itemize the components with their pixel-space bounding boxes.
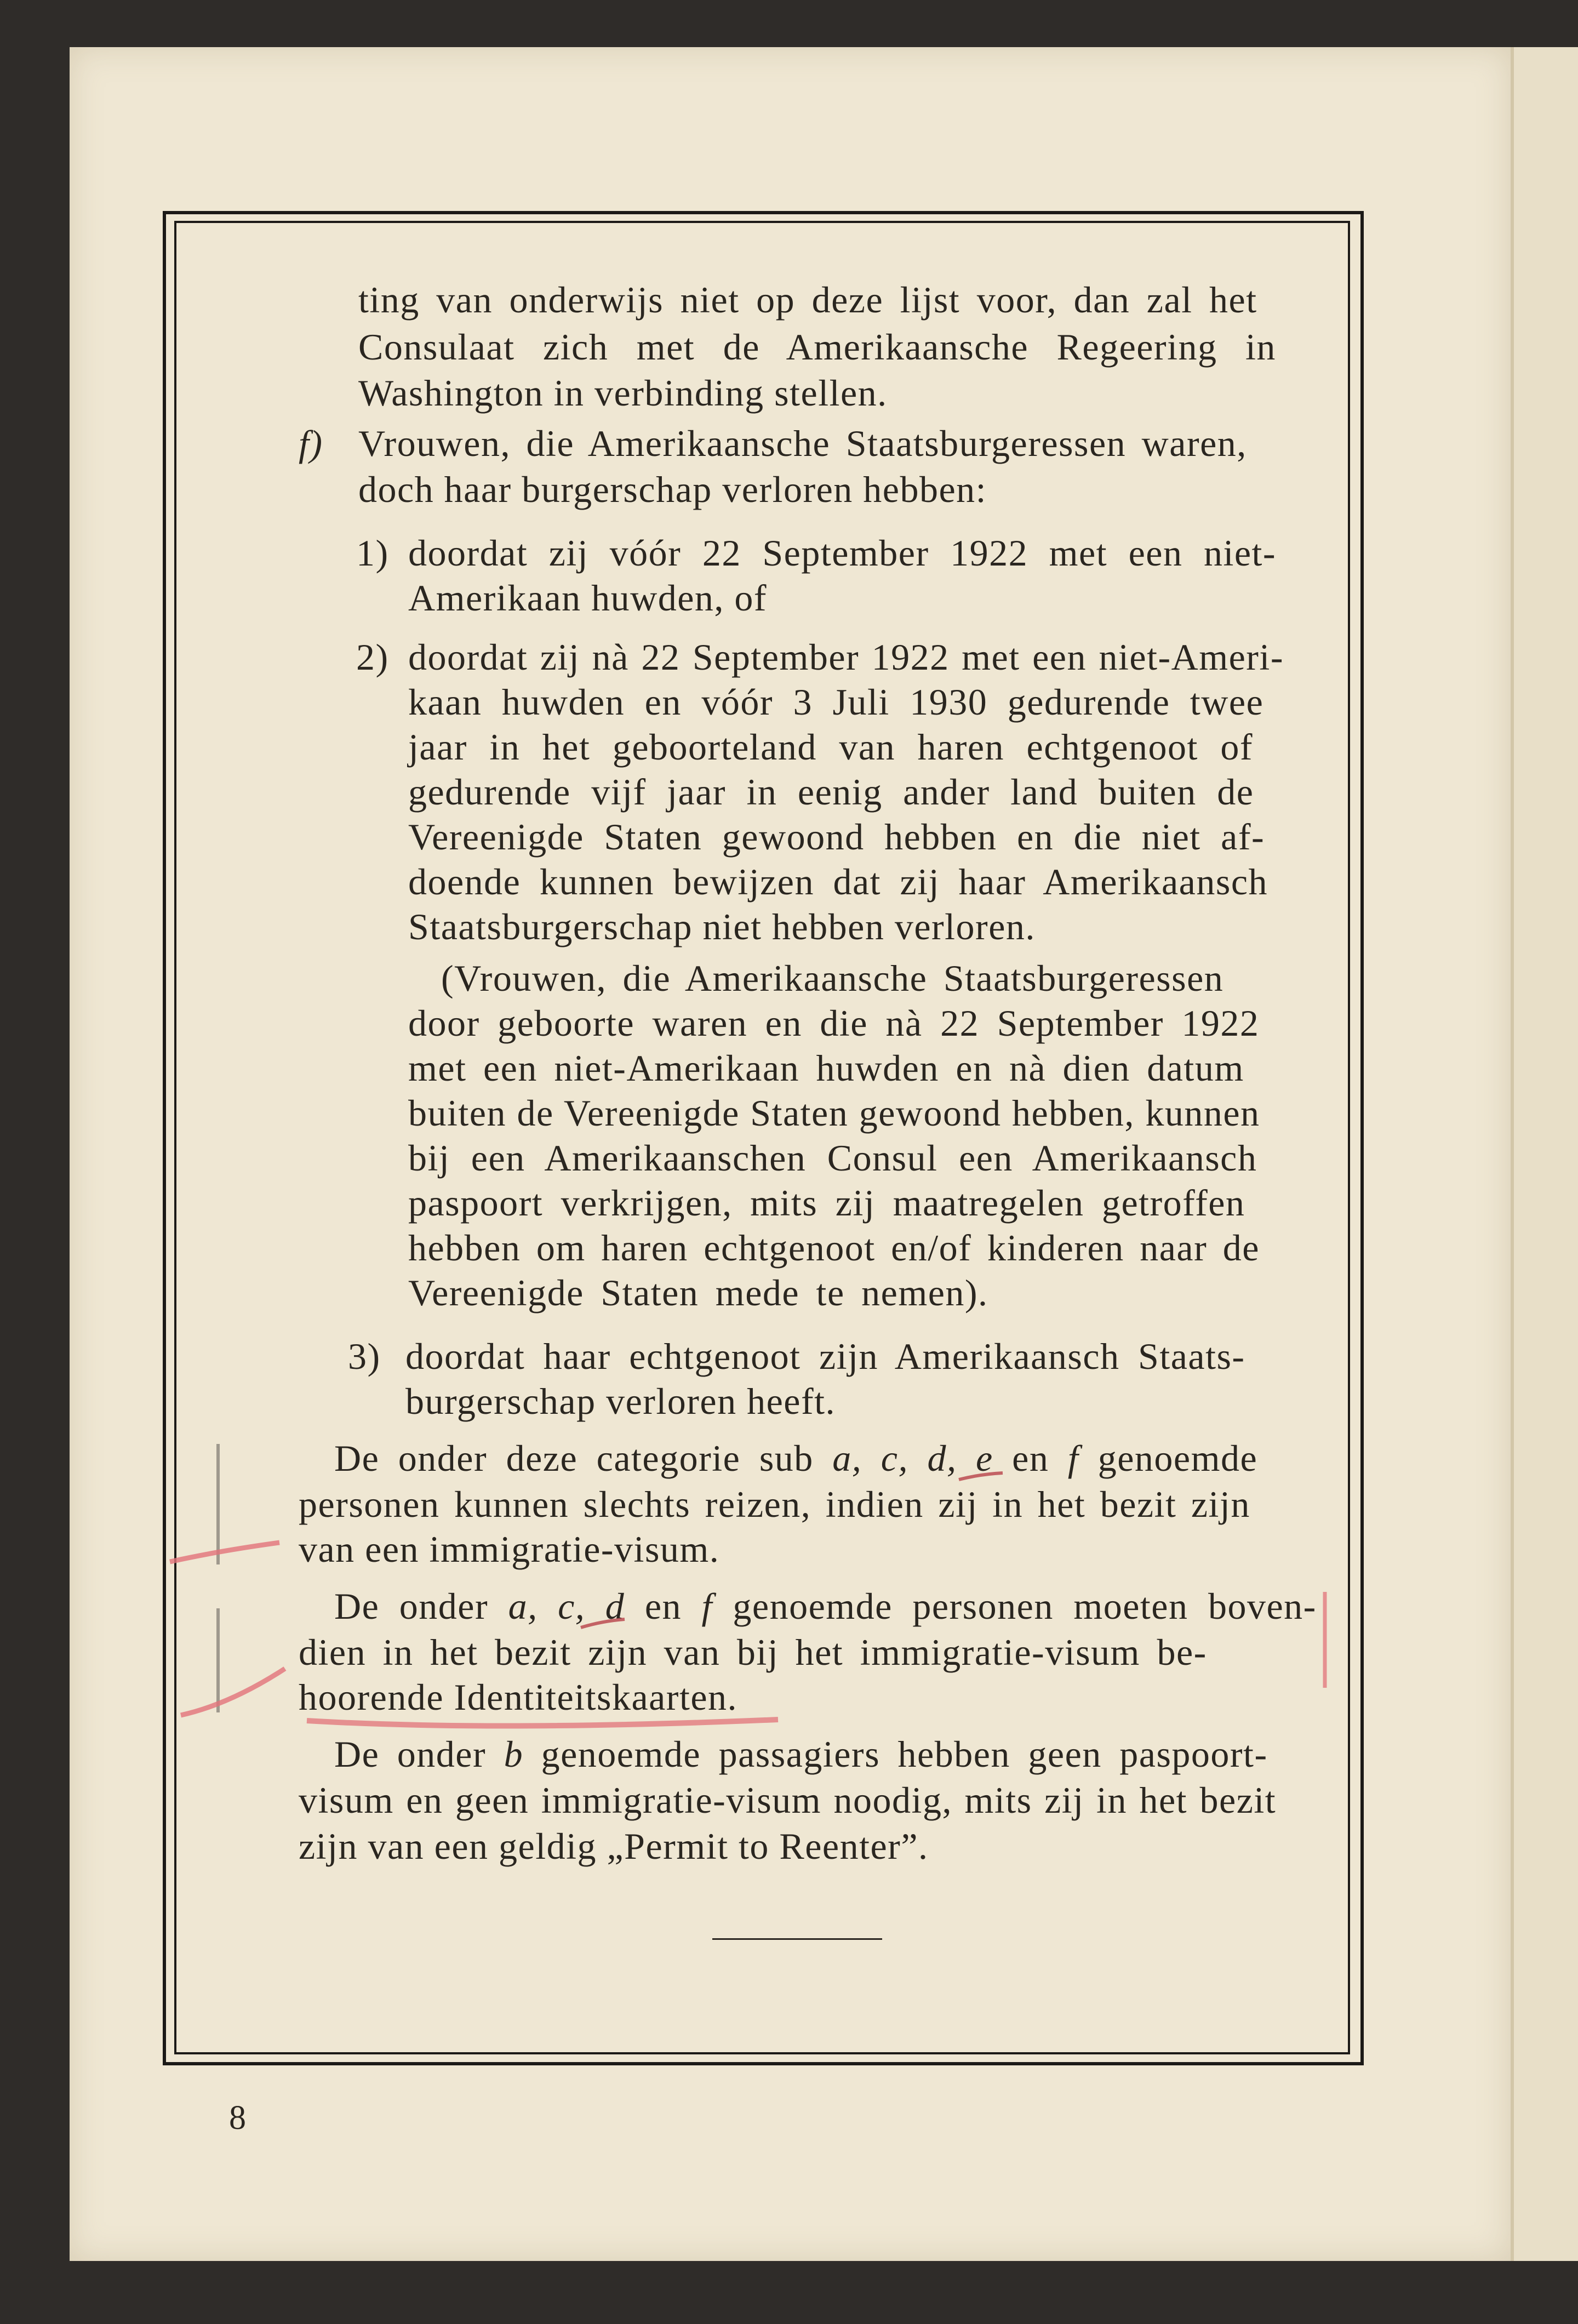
- text-line: doende kunnen bewijzen dat zij haar Amerikaansch: [408, 861, 1268, 903]
- list-number-1: 1): [356, 532, 389, 574]
- text-line: gedurende vijf jaar in eenig ander land buiten de: [408, 771, 1254, 813]
- text-line: van een immigratie-visum.: [299, 1528, 720, 1570]
- text-line: hebben om haren echtgenoot en/of kinderen naar de: [408, 1227, 1260, 1269]
- text-line: Vereenigde Staten mede te nemen).: [408, 1272, 988, 1314]
- text-line: (Vrouwen, die Amerikaansche Staatsburgeressen: [441, 957, 1224, 999]
- text-line: jaar in het geboorteland van haren echtgenoot of: [408, 726, 1254, 768]
- text-run-italic: f: [1067, 1437, 1079, 1479]
- text-line: doch haar burgerschap verloren hebben:: [358, 469, 987, 510]
- text-run-italic: f: [701, 1585, 713, 1627]
- text-line: doordat haar echtgenoot zijn Amerikaansch Staats-: [405, 1335, 1245, 1377]
- text-line: Amerikaan huwden, of: [408, 577, 768, 619]
- text-run: en: [993, 1437, 1068, 1479]
- text-line: paspoort verkrijgen, mits zij maatregelen getroffen: [408, 1182, 1245, 1224]
- red-pencil-underline: [307, 1720, 778, 1726]
- text-run-italic: a, c, d, e: [832, 1437, 993, 1479]
- text-line: dien in het bezit zijn van bij het immigratie-visum be-: [299, 1631, 1207, 1673]
- text-run: genoemde passagiers hebben geen paspoort-: [523, 1733, 1268, 1775]
- text-line: personen kunnen slechts reizen, indien zij in het bezit zijn: [299, 1483, 1250, 1525]
- red-pencil-tick: [181, 1669, 285, 1715]
- list-number-2: 2): [356, 636, 389, 678]
- text-line: burgerschap verloren heeft.: [405, 1380, 836, 1422]
- text-run: De onder: [334, 1733, 504, 1775]
- text-line: Washington in verbinding stellen.: [358, 372, 888, 414]
- list-label-f: f): [299, 422, 323, 464]
- text-line: ting van onderwijs niet op deze lijst voor, dan zal het: [358, 279, 1257, 321]
- text-line: zijn van een geldig „Permit to Reenter”.: [299, 1825, 929, 1867]
- text-line: doordat zij vóór 22 September 1922 met een niet-: [408, 532, 1277, 574]
- text-line: Staatsburgerschap niet hebben verloren.: [408, 906, 1036, 947]
- text-run: en: [625, 1585, 702, 1627]
- text-run: De onder deze categorie sub: [334, 1437, 833, 1479]
- text-line: Vrouwen, die Amerikaansche Staatsburgeressen waren,: [358, 422, 1247, 464]
- red-pencil-mark: [959, 1473, 1003, 1480]
- page-number: 8: [229, 2099, 246, 2137]
- text-run-italic: b: [504, 1733, 524, 1775]
- text-line: kaan huwden en vóór 3 Juli 1930 gedurende twee: [408, 681, 1264, 723]
- text-run: genoemde: [1079, 1437, 1258, 1479]
- list-number-3: 3): [348, 1335, 381, 1377]
- red-pencil-mark: [581, 1619, 625, 1628]
- text-line: doordat zij nà 22 September 1922 met een niet-Ameri-: [408, 636, 1284, 678]
- text-run: genoemde personen moeten boven-: [712, 1585, 1317, 1627]
- text-line: Consulaat zich met de Amerikaansche Regeering in: [358, 326, 1276, 368]
- text-line: bij een Amerikaanschen Consul een Amerikaansch: [408, 1137, 1257, 1179]
- text-line: buiten de Vereenigde Staten gewoond hebben, kunnen: [408, 1092, 1260, 1134]
- text-run-italic: a, c, d: [508, 1585, 625, 1627]
- text-line: door geboorte waren en die nà 22 September 1922: [408, 1002, 1260, 1044]
- text-line: visum en geen immigratie-visum noodig, mits zij in het bezit: [299, 1779, 1277, 1821]
- text-line: hoorende Identiteitskaarten.: [299, 1676, 738, 1718]
- red-pencil-tick: [170, 1543, 279, 1562]
- text-line: Vereenigde Staten gewoond hebben en die niet af-: [408, 816, 1265, 858]
- text-line: met een niet-Amerikaan huwden en nà dien datum: [408, 1047, 1244, 1089]
- text-run: De onder: [334, 1585, 508, 1627]
